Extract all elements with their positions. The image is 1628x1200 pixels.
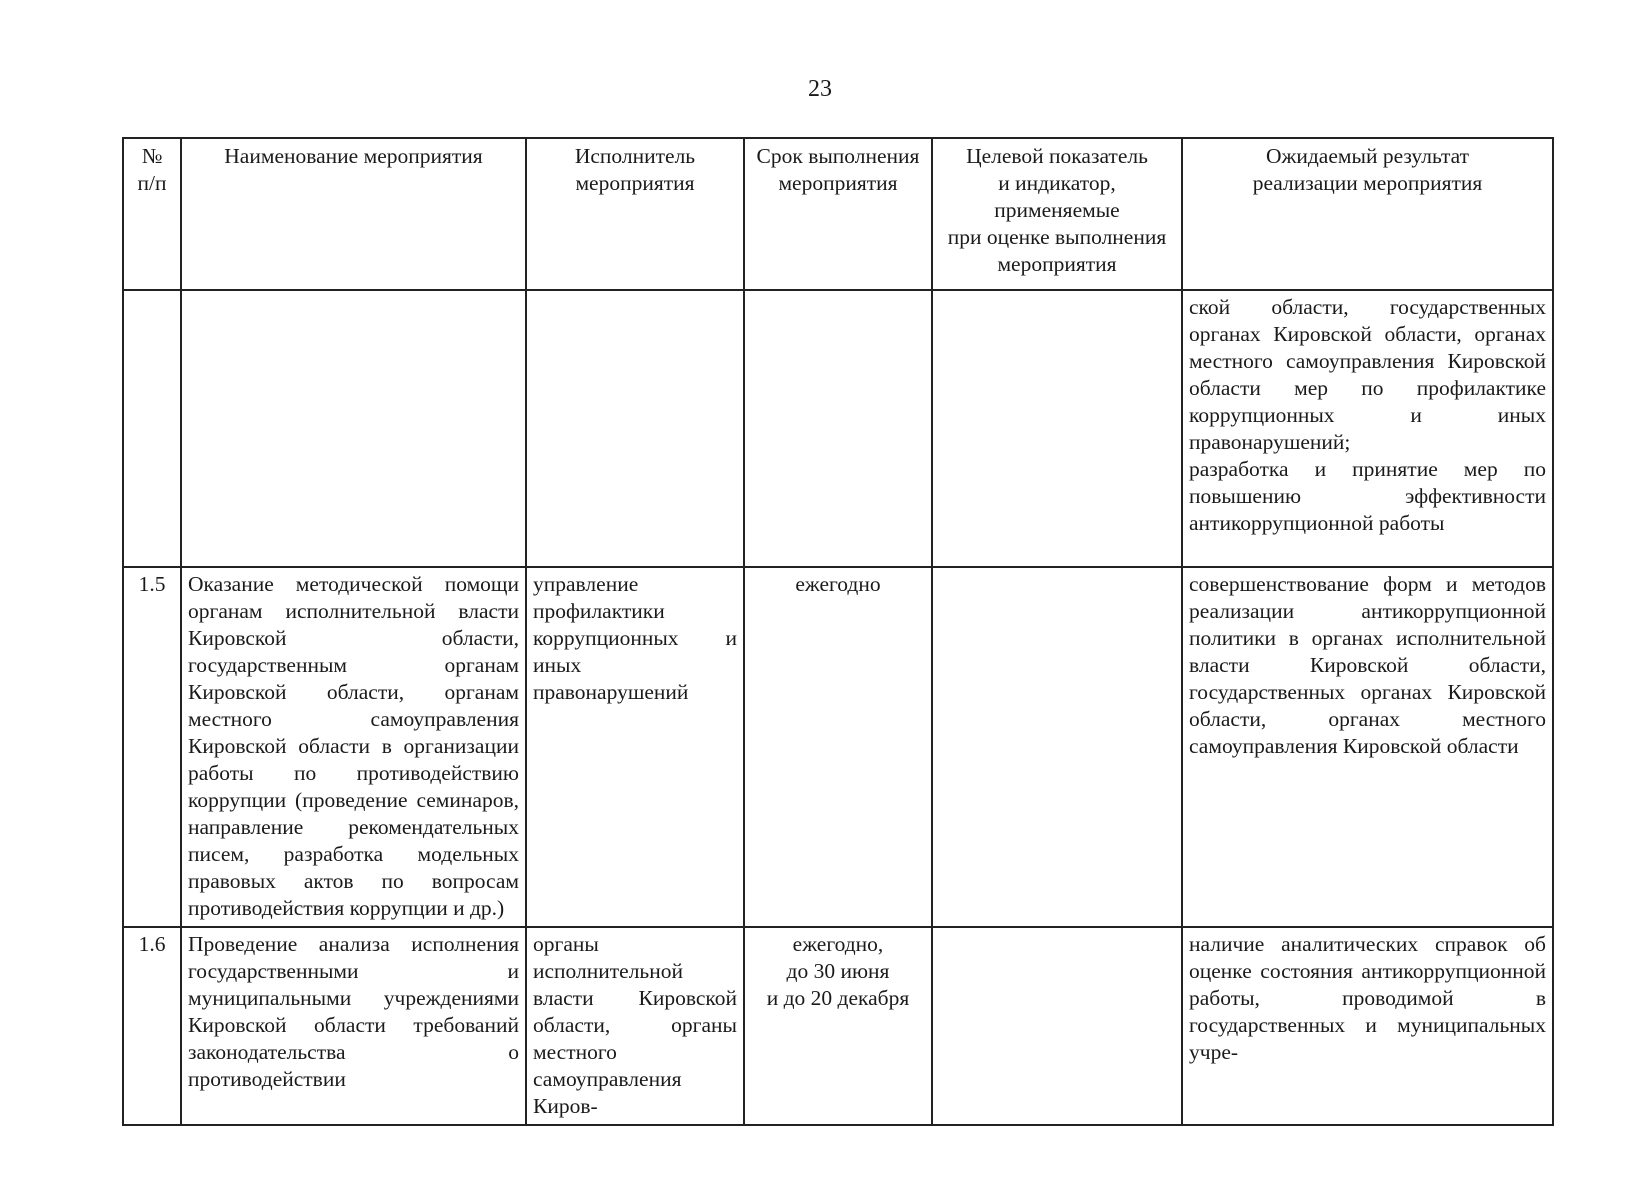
header-number: № п/п <box>123 138 181 290</box>
cell-deadline: ежегодно, до 30 июня и до 20 декабря <box>744 927 932 1125</box>
table-row <box>123 927 1553 1125</box>
cell-measure-name: Проведение анализа исполнения государственными и муниципальными учреждениями Кировской области требований законодательства о противодействии <box>181 927 526 1125</box>
cell-measure-name <box>181 290 526 567</box>
cell-indicator <box>932 927 1182 1125</box>
cell-number: 1.6 <box>123 927 181 1125</box>
cell-expected-result: совершенствование форм и методов реализации антикоррупционной политики в органах исполнительной власти Кировской области, государственных органах Кировской области, органах местного самоуправления Кировской области <box>1182 567 1553 927</box>
header-deadline: Срок выполнения мероприятия <box>744 138 932 290</box>
cell-deadline: ежегодно <box>744 567 932 927</box>
cell-number <box>123 290 181 567</box>
cell-executor <box>526 290 744 567</box>
cell-expected-result: ской области, государственных органах Кировской области, органах местного самоуправления Кировской области мер по профилактике коррупционных и иных правонарушений; разработка и принятие мер по повышению эффективности антикоррупционной работы <box>1182 290 1553 567</box>
table-header-row <box>123 138 1553 290</box>
header-expected-result: Ожидаемый результат реализации мероприятия <box>1182 138 1553 290</box>
header-indicator: Целевой показатель и индикатор, применяемые при оценке выполнения мероприятия <box>932 138 1182 290</box>
cell-measure-name: Оказание методической помощи органам исполнительной власти Кировской области, государственным органам Кировской области, органам местного самоуправления Кировской области в организации работы по противодействию коррупции (проведение семинаров, направление рекомендательных писем, разработка модельных правовых актов по вопросам противодействия коррупции и др.) <box>181 567 526 927</box>
cell-number: 1.5 <box>123 567 181 927</box>
cell-deadline <box>744 290 932 567</box>
table-row <box>123 290 1553 567</box>
header-measure-name: Наименование мероприятия <box>181 138 526 290</box>
cell-indicator <box>932 567 1182 927</box>
page-number: 23 <box>808 76 832 102</box>
cell-executor: органы исполнительной власти Кировской области, органы местного самоуправления Киров- <box>526 927 744 1125</box>
cell-indicator <box>932 290 1182 567</box>
cell-expected-result: наличие аналитических справок об оценке состояния антикоррупционной работы, проводимой в государственных и муниципальных учре- <box>1182 927 1553 1125</box>
header-executor: Исполнитель мероприятия <box>526 138 744 290</box>
table-row <box>123 567 1553 927</box>
cell-executor: управление профилактики коррупционных и иных правонарушений <box>526 567 744 927</box>
measures-table <box>122 137 1554 1126</box>
